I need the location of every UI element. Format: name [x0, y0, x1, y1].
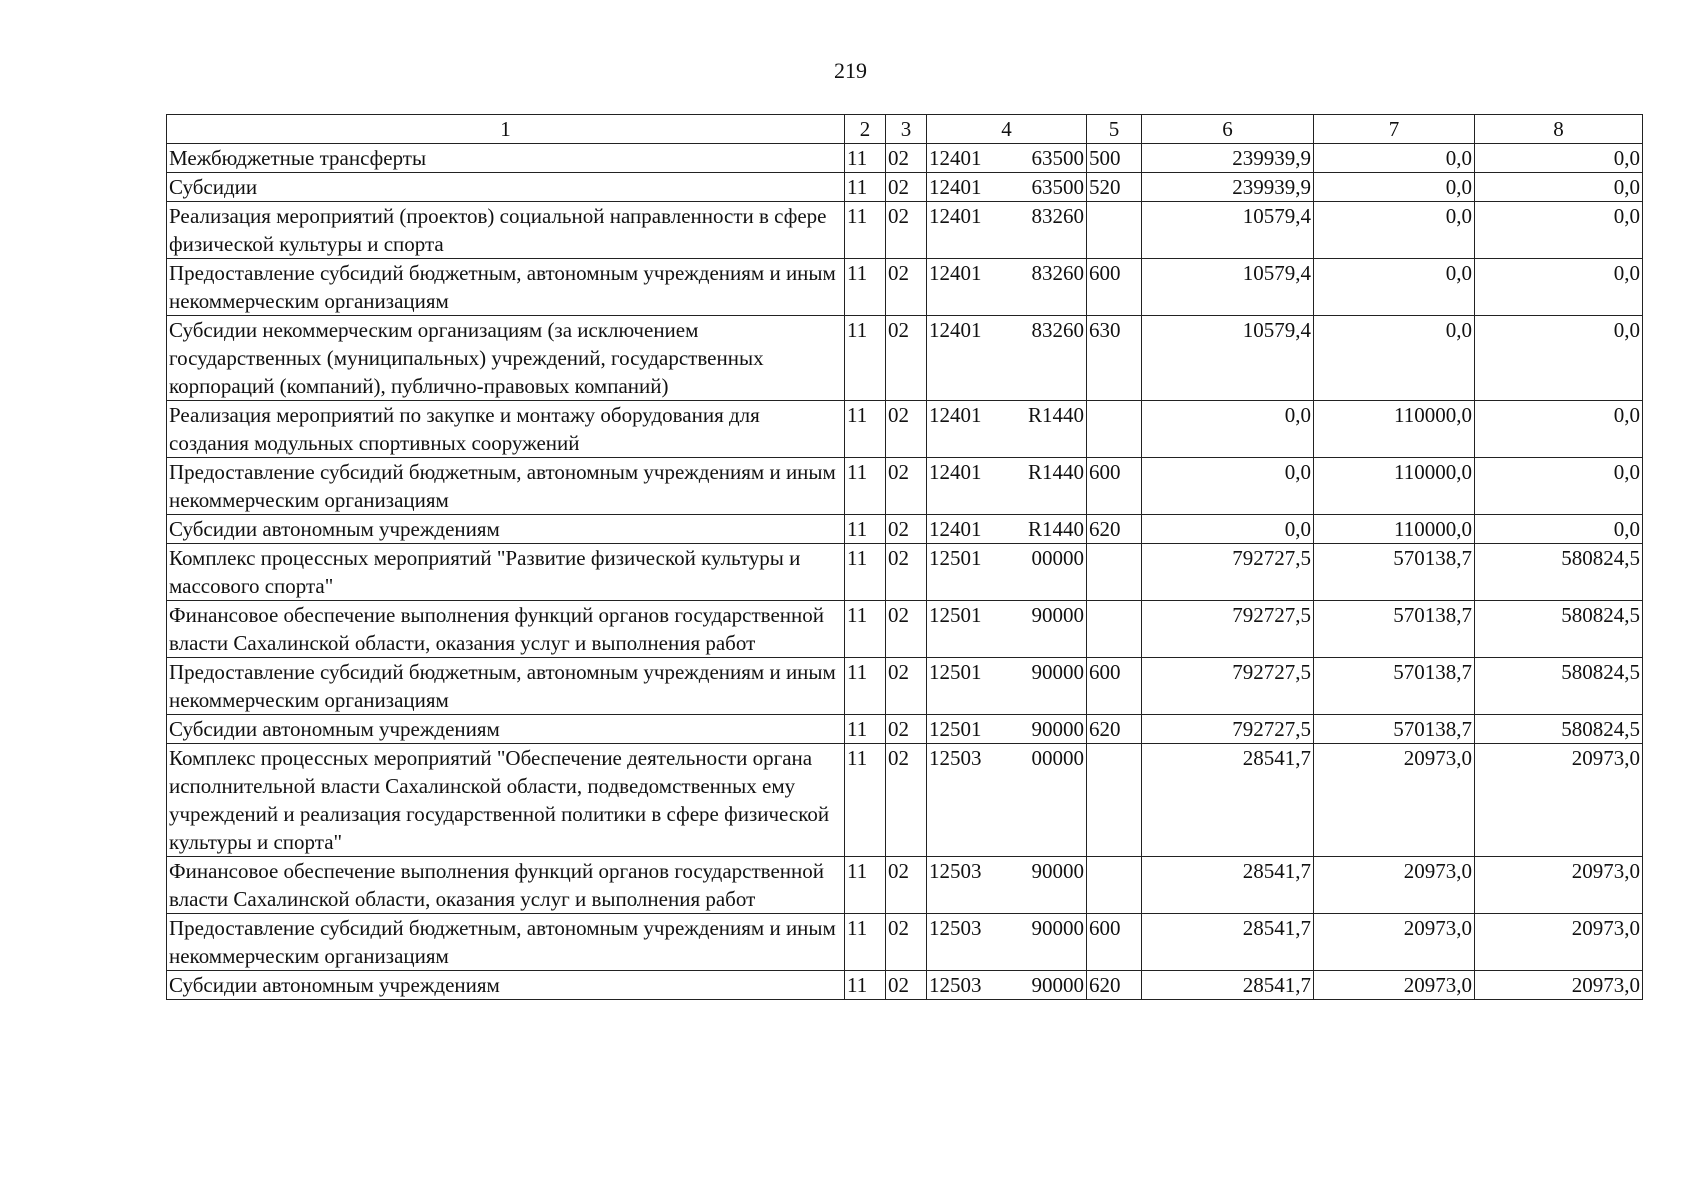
subsection-code: 02 — [886, 715, 927, 744]
subsection-code: 02 — [886, 971, 927, 1000]
target-article-direction: R1440 — [1027, 403, 1084, 427]
row-description: Реализация мероприятий по закупке и монтажу оборудования для создания модульных спортивных сооружений — [167, 401, 845, 458]
table-row — [167, 914, 1643, 971]
amount-col-8: 20973,0 — [1475, 744, 1643, 857]
target-article-program: 12501 — [929, 603, 982, 627]
expense-type-code — [1087, 601, 1142, 658]
amount-col-6: 0,0 — [1142, 515, 1314, 544]
target-article-program: 12501 — [929, 546, 982, 570]
subsection-code: 02 — [886, 914, 927, 971]
subsection-code: 02 — [886, 515, 927, 544]
expense-type-code — [1087, 544, 1142, 601]
subsection-code: 02 — [886, 857, 927, 914]
header-row — [167, 115, 1643, 144]
target-article-program: 12501 — [929, 717, 982, 741]
amount-col-7: 20973,0 — [1314, 744, 1475, 857]
section-code: 11 — [845, 316, 886, 401]
expense-type-code: 520 — [1087, 173, 1142, 202]
table-row — [167, 857, 1643, 914]
expense-type-code: 600 — [1087, 658, 1142, 715]
column-header: 4 — [927, 115, 1087, 144]
target-article-direction: 00000 — [1031, 746, 1084, 770]
expense-type-code — [1087, 857, 1142, 914]
amount-col-8: 20973,0 — [1475, 971, 1643, 1000]
target-article-program: 12401 — [929, 517, 982, 541]
expense-type-code — [1087, 744, 1142, 857]
table-row — [167, 658, 1643, 715]
row-description: Предоставление субсидий бюджетным, автономным учреждениям и иным некоммерческим организациям — [167, 259, 845, 316]
column-header: 3 — [886, 115, 927, 144]
column-header: 6 — [1142, 115, 1314, 144]
row-description: Субсидии — [167, 173, 845, 202]
amount-col-8: 20973,0 — [1475, 857, 1643, 914]
section-code: 11 — [845, 173, 886, 202]
column-header: 1 — [167, 115, 845, 144]
target-article-program: 12503 — [929, 916, 982, 940]
expense-type-code: 500 — [1087, 144, 1142, 173]
subsection-code: 02 — [886, 458, 927, 515]
table-row — [167, 971, 1643, 1000]
amount-col-7: 570138,7 — [1314, 544, 1475, 601]
target-article-program: 12401 — [929, 403, 982, 427]
table-row — [167, 544, 1643, 601]
amount-col-7: 20973,0 — [1314, 914, 1475, 971]
amount-col-8: 20973,0 — [1475, 914, 1643, 971]
subsection-code: 02 — [886, 173, 927, 202]
amount-col-8: 580824,5 — [1475, 715, 1643, 744]
subsection-code: 02 — [886, 401, 927, 458]
amount-col-8: 0,0 — [1475, 316, 1643, 401]
subsection-code: 02 — [886, 658, 927, 715]
target-article-direction: 00000 — [1031, 546, 1084, 570]
amount-col-6: 792727,5 — [1142, 544, 1314, 601]
column-header: 8 — [1475, 115, 1643, 144]
target-article-program: 12401 — [929, 460, 982, 484]
amount-col-7: 570138,7 — [1314, 601, 1475, 658]
target-article-code — [927, 658, 1087, 715]
amount-col-7: 20973,0 — [1314, 857, 1475, 914]
target-article-code — [927, 544, 1087, 601]
table-row — [167, 458, 1643, 515]
section-code: 11 — [845, 401, 886, 458]
amount-col-6: 28541,7 — [1142, 857, 1314, 914]
target-article-direction: 83260 — [1031, 318, 1084, 342]
expense-type-code: 600 — [1087, 259, 1142, 316]
section-code: 11 — [845, 857, 886, 914]
target-article-direction: 90000 — [1031, 859, 1084, 883]
amount-col-8: 0,0 — [1475, 458, 1643, 515]
target-article-code — [927, 857, 1087, 914]
target-article-direction: 63500 — [1031, 146, 1084, 170]
amount-col-7: 570138,7 — [1314, 658, 1475, 715]
table-row — [167, 601, 1643, 658]
row-description: Субсидии автономным учреждениям — [167, 715, 845, 744]
amount-col-7: 110000,0 — [1314, 401, 1475, 458]
amount-col-6: 239939,9 — [1142, 144, 1314, 173]
target-article-code — [927, 173, 1087, 202]
amount-col-7: 110000,0 — [1314, 515, 1475, 544]
section-code: 11 — [845, 971, 886, 1000]
row-description: Финансовое обеспечение выполнения функций органов государственной власти Сахалинской области, оказания услуг и выполнения работ — [167, 857, 845, 914]
row-description: Предоставление субсидий бюджетным, автономным учреждениям и иным некоммерческим организациям — [167, 458, 845, 515]
section-code: 11 — [845, 458, 886, 515]
amount-col-8: 580824,5 — [1475, 601, 1643, 658]
page-number: 219 — [834, 58, 867, 83]
amount-col-6: 0,0 — [1142, 458, 1314, 515]
target-article-direction: R1440 — [1027, 460, 1084, 484]
table-row — [167, 144, 1643, 173]
table-row — [167, 202, 1643, 259]
target-article-program: 12503 — [929, 973, 982, 997]
row-description: Реализация мероприятий (проектов) социальной направленности в сфере физической культуры и спорта — [167, 202, 845, 259]
target-article-direction: 90000 — [1031, 660, 1084, 684]
expense-type-code: 620 — [1087, 515, 1142, 544]
row-description: Предоставление субсидий бюджетным, автономным учреждениям и иным некоммерческим организациям — [167, 914, 845, 971]
amount-col-8: 0,0 — [1475, 202, 1643, 259]
amount-col-6: 792727,5 — [1142, 601, 1314, 658]
amount-col-8: 0,0 — [1475, 515, 1643, 544]
expense-type-code — [1087, 202, 1142, 259]
target-article-code — [927, 259, 1087, 316]
target-article-code — [927, 744, 1087, 857]
target-article-code — [927, 914, 1087, 971]
amount-col-8: 0,0 — [1475, 259, 1643, 316]
target-article-direction: R1440 — [1027, 517, 1084, 541]
amount-col-6: 792727,5 — [1142, 658, 1314, 715]
amount-col-6: 239939,9 — [1142, 173, 1314, 202]
target-article-code — [927, 401, 1087, 458]
target-article-program: 12401 — [929, 318, 982, 342]
target-article-direction: 90000 — [1031, 717, 1084, 741]
amount-col-7: 0,0 — [1314, 259, 1475, 316]
section-code: 11 — [845, 544, 886, 601]
target-article-direction: 90000 — [1031, 916, 1084, 940]
column-header: 7 — [1314, 115, 1475, 144]
row-description: Субсидии автономным учреждениям — [167, 971, 845, 1000]
amount-col-7: 570138,7 — [1314, 715, 1475, 744]
amount-col-7: 20973,0 — [1314, 971, 1475, 1000]
row-description: Субсидии автономным учреждениям — [167, 515, 845, 544]
row-description: Субсидии некоммерческим организациям (за исключением государственных (муниципальных) учреждений, государственных корпораций (компаний), публично-правовых компаний) — [167, 316, 845, 401]
amount-col-7: 0,0 — [1314, 202, 1475, 259]
section-code: 11 — [845, 202, 886, 259]
table-row — [167, 259, 1643, 316]
target-article-code — [927, 202, 1087, 259]
amount-col-6: 792727,5 — [1142, 715, 1314, 744]
column-header: 2 — [845, 115, 886, 144]
amount-col-6: 10579,4 — [1142, 316, 1314, 401]
row-description: Комплекс процессных мероприятий "Развитие физической культуры и массового спорта" — [167, 544, 845, 601]
amount-col-6: 28541,7 — [1142, 914, 1314, 971]
section-code: 11 — [845, 744, 886, 857]
budget-table — [166, 114, 1643, 1000]
amount-col-7: 0,0 — [1314, 144, 1475, 173]
table-row — [167, 401, 1643, 458]
target-article-program: 12503 — [929, 746, 982, 770]
target-article-program: 12401 — [929, 204, 982, 228]
amount-col-7: 0,0 — [1314, 173, 1475, 202]
section-code: 11 — [845, 914, 886, 971]
expense-type-code: 620 — [1087, 715, 1142, 744]
section-code: 11 — [845, 601, 886, 658]
row-description: Межбюджетные трансферты — [167, 144, 845, 173]
row-description: Комплекс процессных мероприятий "Обеспечение деятельности органа исполнительной власти Сахалинской области, подведомственных ему учреждений и реализация государственной политики в сфере физической культуры и спорта" — [167, 744, 845, 857]
amount-col-8: 0,0 — [1475, 144, 1643, 173]
target-article-direction: 90000 — [1031, 603, 1084, 627]
target-article-direction: 83260 — [1031, 204, 1084, 228]
amount-col-6: 28541,7 — [1142, 744, 1314, 857]
target-article-program: 12503 — [929, 859, 982, 883]
subsection-code: 02 — [886, 316, 927, 401]
target-article-code — [927, 715, 1087, 744]
table-row — [167, 515, 1643, 544]
target-article-code — [927, 515, 1087, 544]
target-article-code — [927, 971, 1087, 1000]
subsection-code: 02 — [886, 259, 927, 316]
column-header: 5 — [1087, 115, 1142, 144]
target-article-program: 12401 — [929, 175, 982, 199]
row-description: Финансовое обеспечение выполнения функций органов государственной власти Сахалинской области, оказания услуг и выполнения работ — [167, 601, 845, 658]
table-row — [167, 744, 1643, 857]
target-article-program: 12501 — [929, 660, 982, 684]
amount-col-6: 10579,4 — [1142, 202, 1314, 259]
amount-col-8: 0,0 — [1475, 401, 1643, 458]
target-article-code — [927, 144, 1087, 173]
target-article-direction: 90000 — [1031, 973, 1084, 997]
table-row — [167, 173, 1643, 202]
amount-col-6: 28541,7 — [1142, 971, 1314, 1000]
subsection-code: 02 — [886, 601, 927, 658]
amount-col-8: 0,0 — [1475, 173, 1643, 202]
subsection-code: 02 — [886, 544, 927, 601]
expense-type-code: 600 — [1087, 458, 1142, 515]
target-article-code — [927, 458, 1087, 515]
section-code: 11 — [845, 515, 886, 544]
subsection-code: 02 — [886, 144, 927, 173]
amount-col-8: 580824,5 — [1475, 544, 1643, 601]
section-code: 11 — [845, 658, 886, 715]
table-row — [167, 715, 1643, 744]
expense-type-code: 630 — [1087, 316, 1142, 401]
amount-col-6: 10579,4 — [1142, 259, 1314, 316]
row-description: Предоставление субсидий бюджетным, автономным учреждениям и иным некоммерческим организациям — [167, 658, 845, 715]
table-row — [167, 316, 1643, 401]
target-article-direction: 83260 — [1031, 261, 1084, 285]
expense-type-code — [1087, 401, 1142, 458]
expense-type-code: 600 — [1087, 914, 1142, 971]
section-code: 11 — [845, 144, 886, 173]
amount-col-6: 0,0 — [1142, 401, 1314, 458]
target-article-program: 12401 — [929, 146, 982, 170]
section-code: 11 — [845, 715, 886, 744]
amount-col-7: 0,0 — [1314, 316, 1475, 401]
target-article-direction: 63500 — [1031, 175, 1084, 199]
subsection-code: 02 — [886, 744, 927, 857]
expense-type-code: 620 — [1087, 971, 1142, 1000]
section-code: 11 — [845, 259, 886, 316]
amount-col-8: 580824,5 — [1475, 658, 1643, 715]
subsection-code: 02 — [886, 202, 927, 259]
target-article-code — [927, 601, 1087, 658]
target-article-code — [927, 316, 1087, 401]
amount-col-7: 110000,0 — [1314, 458, 1475, 515]
target-article-program: 12401 — [929, 261, 982, 285]
